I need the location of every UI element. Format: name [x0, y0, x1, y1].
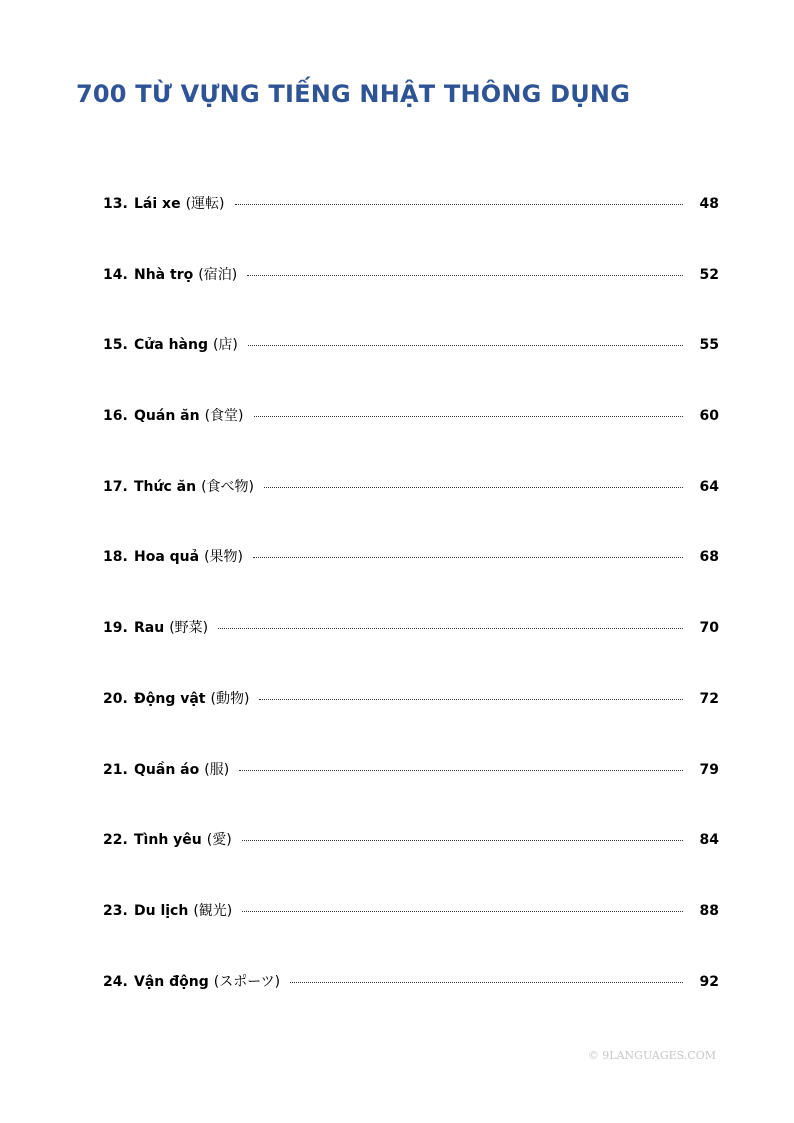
entry-page-number: 64	[699, 478, 719, 495]
dot-leader	[242, 840, 683, 841]
entry-number: 23.	[103, 902, 128, 919]
dot-leader	[247, 275, 683, 276]
entry-japanese: (食べ物)	[201, 478, 255, 495]
dot-leader	[253, 557, 683, 558]
dot-leader	[264, 487, 683, 488]
toc-entry-18[interactable]	[103, 543, 719, 614]
copyright-watermark: © 9LANGUAGES.COM	[587, 1049, 716, 1062]
dot-leader	[254, 416, 683, 417]
entry-number: 16.	[103, 408, 128, 425]
table-of-contents	[103, 190, 719, 1038]
dot-leader	[290, 982, 683, 983]
toc-entry-23[interactable]	[103, 897, 719, 968]
entry-japanese: (愛)	[206, 832, 232, 849]
entry-title: Du lịch	[134, 902, 189, 919]
entry-title: Tình yêu	[134, 832, 202, 849]
entry-title: Nhà trọ	[134, 266, 194, 283]
entry-japanese: (宿泊)	[198, 266, 238, 283]
page-title: 700 TỪ VỰNG TIẾNG NHẬT THÔNG DỤNG	[76, 80, 631, 108]
entry-japanese: (運転)	[185, 196, 225, 212]
dot-leader	[235, 204, 683, 205]
entry-page-number: 52	[699, 266, 719, 283]
entry-number: 15.	[103, 337, 128, 354]
toc-entry-22[interactable]	[103, 826, 719, 897]
entry-japanese: (野菜)	[169, 620, 209, 637]
entry-number: 21.	[103, 761, 128, 778]
entry-number: 17.	[103, 478, 128, 495]
toc-entry-20[interactable]	[103, 685, 719, 756]
toc-entry-16[interactable]	[103, 402, 719, 473]
toc-entry-24[interactable]	[103, 968, 719, 1039]
entry-page-number: 68	[699, 549, 719, 566]
entry-page-number: 88	[699, 902, 719, 919]
entry-title: Quán ăn	[134, 408, 200, 425]
entry-title: Lái xe	[134, 196, 181, 212]
entry-number: 22.	[103, 832, 128, 849]
dot-leader	[259, 699, 683, 700]
entry-page-number: 84	[699, 832, 719, 849]
entry-japanese: (店)	[212, 337, 238, 354]
entry-number: 24.	[103, 973, 128, 990]
toc-entry-17[interactable]	[103, 473, 719, 544]
entry-number: 20.	[103, 690, 128, 707]
entry-page-number: 70	[699, 620, 719, 637]
entry-japanese: (動物)	[210, 690, 250, 707]
dot-leader	[248, 345, 683, 346]
entry-page-number: 60	[699, 408, 719, 425]
entry-page-number: 92	[699, 973, 719, 990]
entry-japanese: (果物)	[204, 549, 244, 566]
toc-entry-19[interactable]	[103, 614, 719, 685]
entry-number: 18.	[103, 549, 128, 566]
entry-title: Hoa quả	[134, 549, 200, 566]
dot-leader	[242, 911, 683, 912]
entry-japanese: (スポーツ)	[213, 973, 281, 990]
toc-entry-15[interactable]	[103, 331, 719, 402]
entry-page-number: 72	[699, 690, 719, 707]
entry-title: Cửa hàng	[134, 337, 208, 354]
entry-japanese: (食堂)	[204, 408, 244, 425]
entry-japanese: (観光)	[193, 902, 233, 919]
entry-title: Quần áo	[134, 761, 200, 778]
entry-title: Rau	[134, 620, 165, 637]
dot-leader	[239, 770, 683, 771]
toc-entry-21[interactable]	[103, 756, 719, 827]
entry-title: Vận động	[134, 973, 209, 990]
toc-entry-14[interactable]	[103, 261, 719, 332]
entry-title: Thức ăn	[134, 478, 197, 495]
entry-number: 19.	[103, 620, 128, 637]
toc-entry-13[interactable]	[103, 190, 719, 261]
entry-japanese: (服)	[204, 761, 230, 778]
entry-title: Động vật	[134, 690, 206, 707]
entry-page-number: 48	[699, 196, 719, 212]
entry-page-number: 55	[699, 337, 719, 354]
entry-page-number: 79	[699, 761, 719, 778]
dot-leader	[218, 628, 683, 629]
entry-number: 13.	[103, 196, 128, 212]
entry-number: 14.	[103, 266, 128, 283]
